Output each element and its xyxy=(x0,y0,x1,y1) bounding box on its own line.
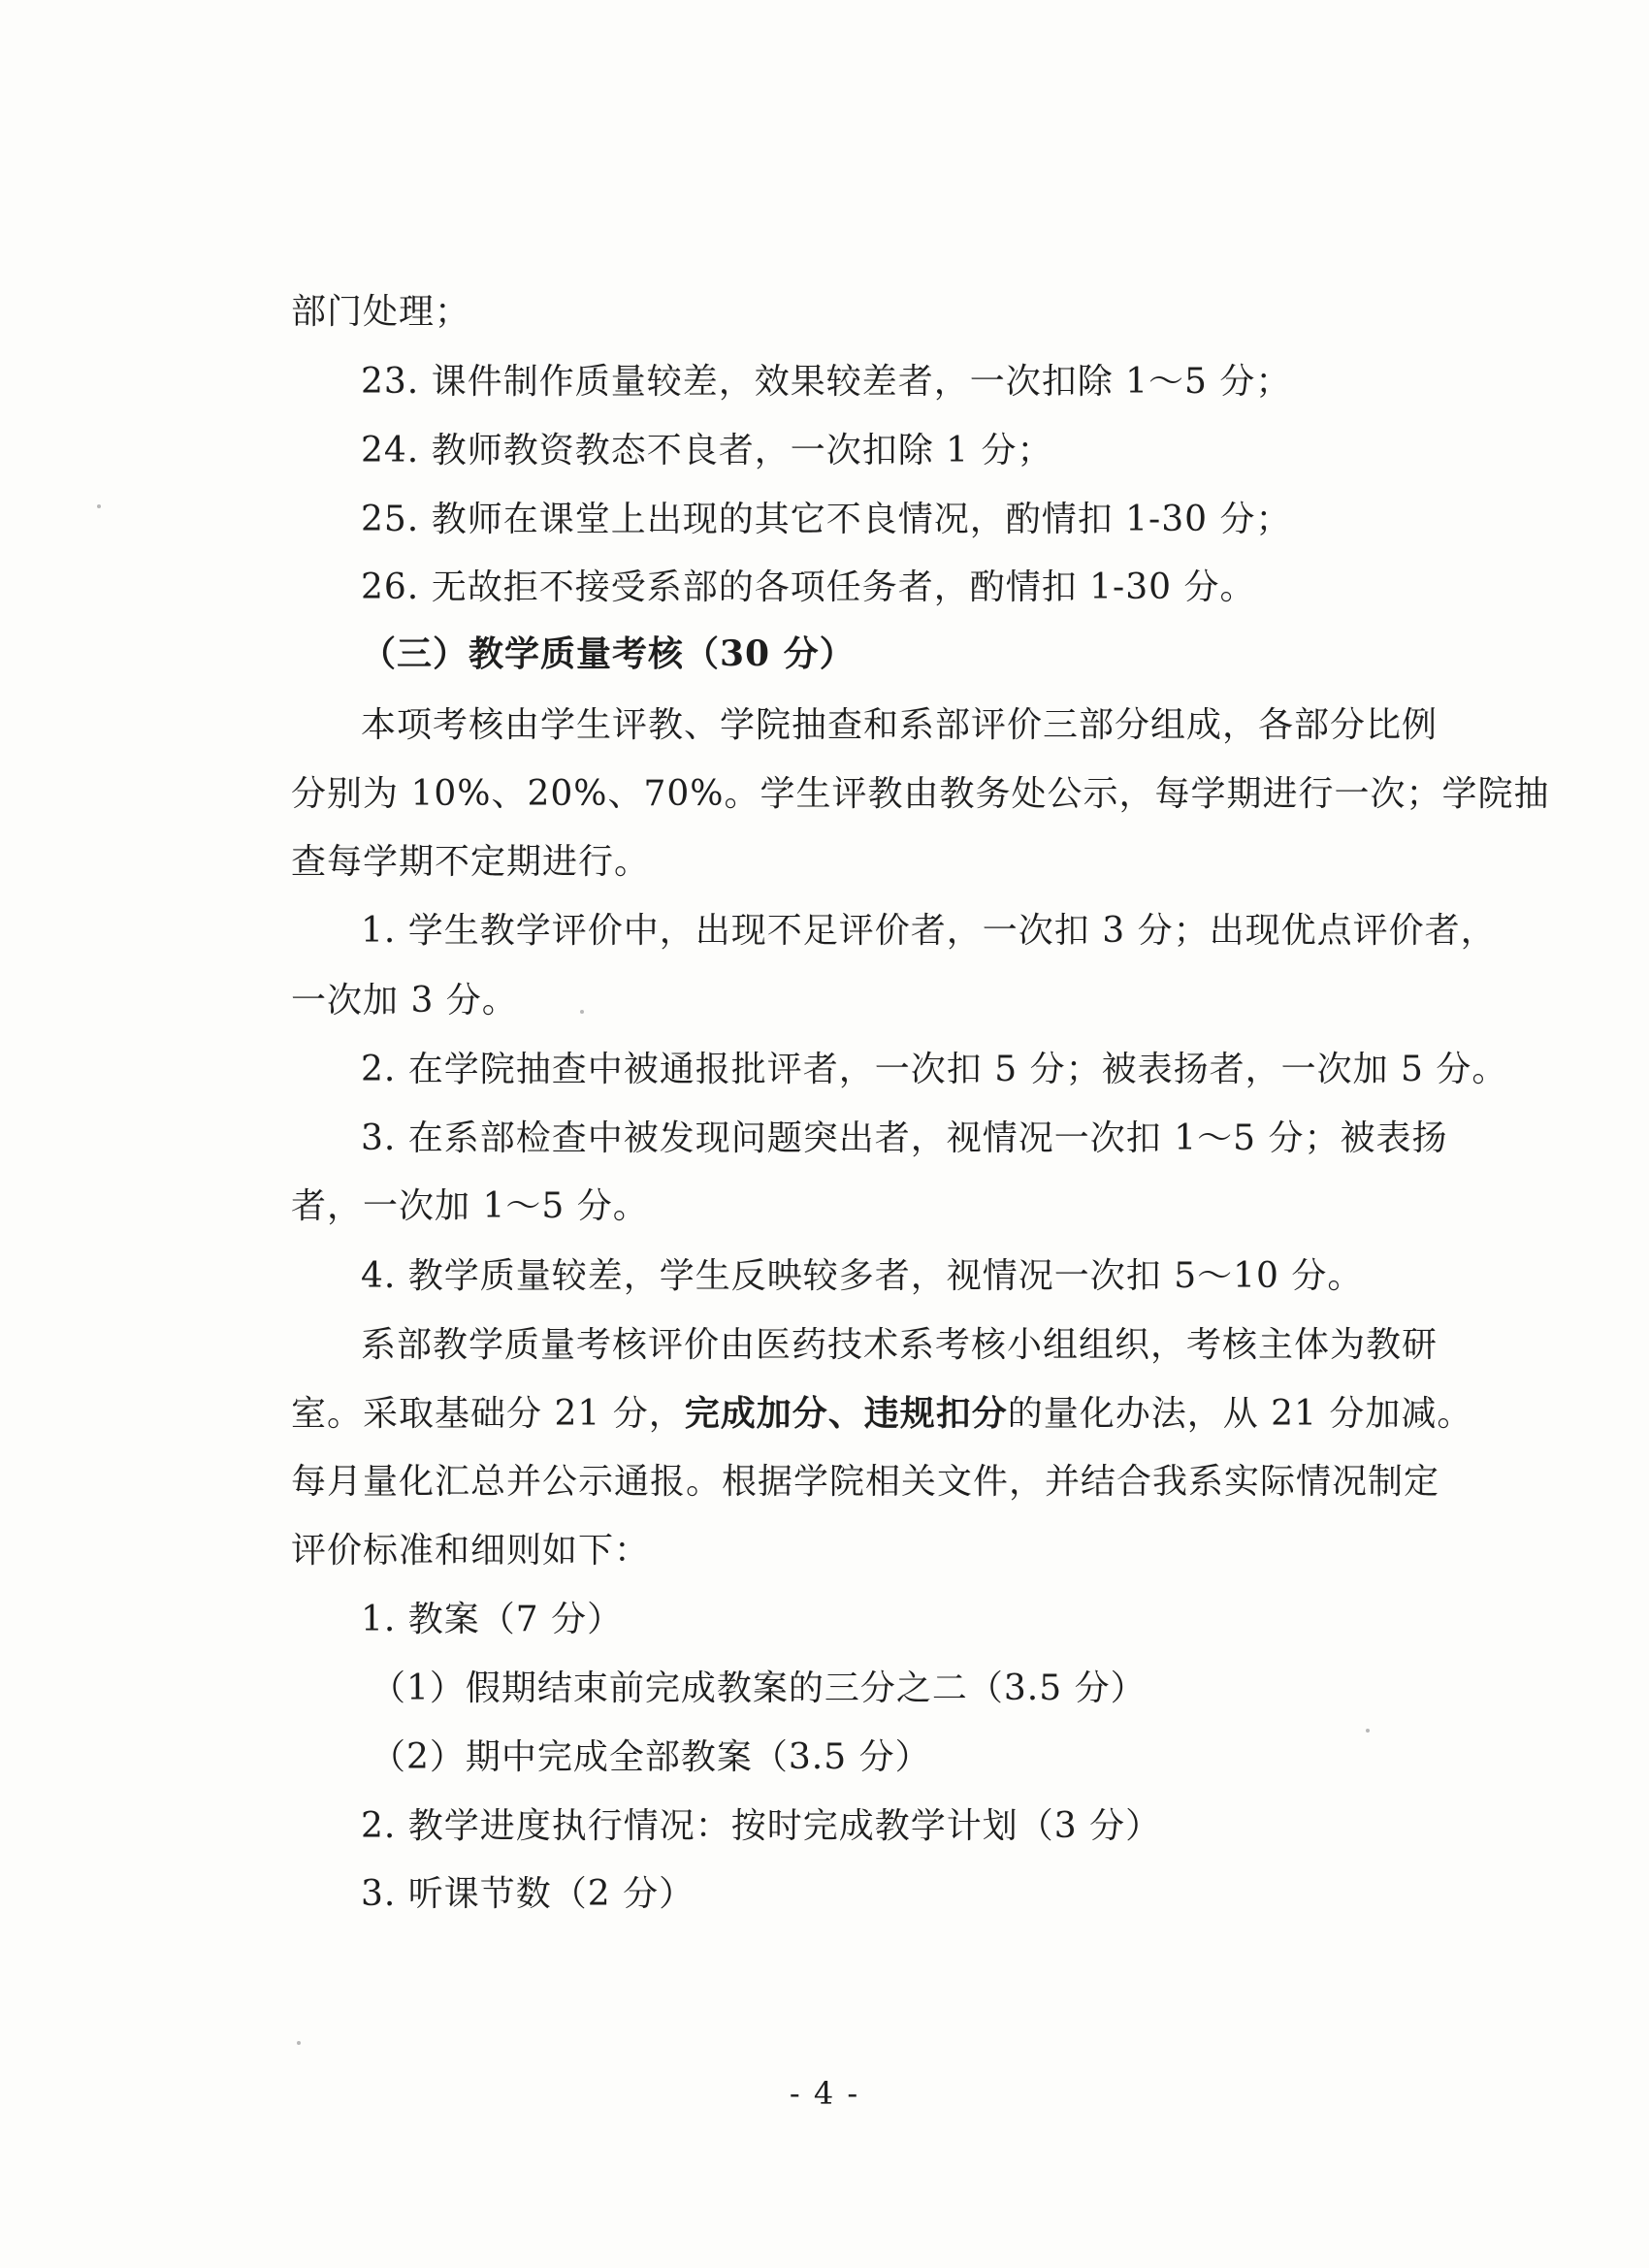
criteria-item-1: 1. 教案（7 分） xyxy=(361,1600,624,1639)
bold-text-run: 完成加分、违规扣分 xyxy=(684,1393,1008,1434)
list-item-2: 2. 在学院抽查中被通报批评者，一次扣 5 分；被表扬者，一次加 5 分。 xyxy=(361,1050,1508,1089)
criteria-subitem: （2）期中完成全部教案（3.5 分） xyxy=(371,1737,931,1777)
scan-speck xyxy=(580,1010,584,1014)
scan-speck xyxy=(97,504,101,508)
list-item-23: 23. 课件制作质量较差，效果较差者，一次扣除 1～5 分； xyxy=(361,362,1292,402)
list-item-25: 25. 教师在课堂上出现的其它不良情况，酌情扣 1-30 分； xyxy=(361,500,1292,539)
list-item-3-cont: 者，一次加 1～5 分。 xyxy=(291,1186,649,1226)
list-item-4: 4. 教学质量较差，学生反映较多者，视情况一次扣 5～10 分。 xyxy=(361,1256,1364,1296)
paragraph-line: 查每学期不定期进行。 xyxy=(291,842,651,882)
scan-speck xyxy=(1366,1729,1370,1733)
section-heading: （三）教学质量考核（30 分） xyxy=(361,633,856,674)
list-item-24: 24. 教师教资教态不良者，一次扣除 1 分； xyxy=(361,431,1053,470)
criteria-item-3: 3. 听课节数（2 分） xyxy=(361,1874,695,1914)
text-run: 的量化办法，从 21 分加减。 xyxy=(1007,1394,1473,1434)
scan-speck xyxy=(297,2041,301,2045)
paragraph-line: 每月量化汇总并公示通报。根据学院相关文件，并结合我系实际情况制定 xyxy=(291,1462,1440,1502)
list-item-1-cont: 一次加 3 分。 xyxy=(291,981,518,1021)
paragraph-line: 评价标准和细则如下： xyxy=(291,1531,651,1571)
list-item-26: 26. 无故拒不接受系部的各项任务者，酌情扣 1-30 分。 xyxy=(361,567,1256,607)
criteria-item-2: 2. 教学进度执行情况：按时完成教学计划（3 分） xyxy=(361,1806,1162,1846)
text-run: 室。采取基础分 21 分， xyxy=(291,1394,685,1434)
criteria-subitem: （1）假期结束前完成教案的三分之二（3.5 分） xyxy=(371,1669,1147,1708)
text-line: 部门处理； xyxy=(291,292,471,332)
paragraph-line: 分别为 10%、20%、70%。学生评教由教务处公示，每学期进行一次；学院抽 xyxy=(291,774,1550,814)
list-item-3: 3. 在系部检查中被发现问题突出者，视情况一次扣 1～5 分；被表扬 xyxy=(361,1118,1448,1158)
list-item-1: 1. 学生教学评价中，出现不足评价者，一次扣 3 分；出现优点评价者， xyxy=(361,911,1497,951)
paragraph-line: 系部教学质量考核评价由医药技术系考核小组组织，考核主体为教研 xyxy=(361,1325,1439,1365)
paragraph-line-mixed xyxy=(291,1392,1472,1436)
page-number: - 4 - xyxy=(789,2075,860,2112)
paragraph-line: 本项考核由学生评教、学院抽查和系部评价三部分组成，各部分比例 xyxy=(361,705,1439,745)
